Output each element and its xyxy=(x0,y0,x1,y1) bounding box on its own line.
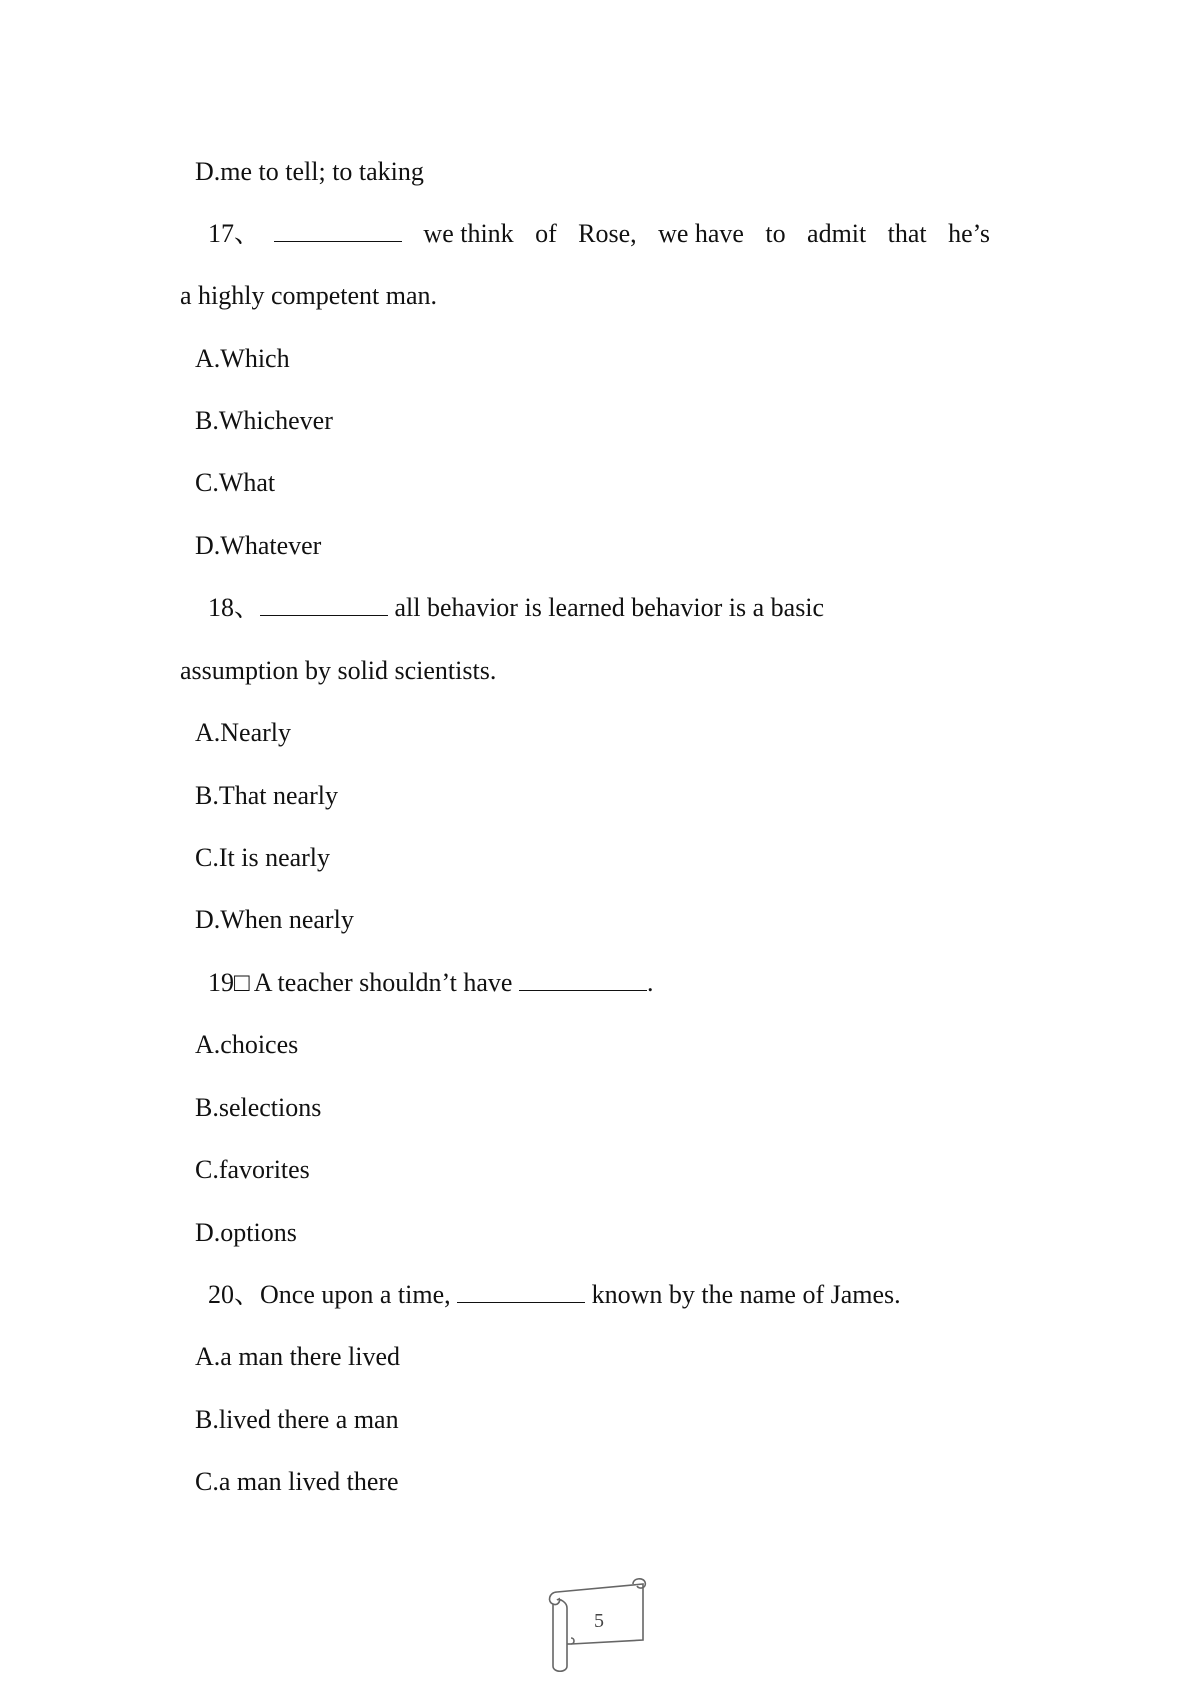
q18-option-a: A.Nearly xyxy=(195,718,292,747)
q17-continuation: a highly competent man. xyxy=(180,281,438,310)
q19-option-c: C.favorites xyxy=(195,1155,310,1184)
q20-option-b: B.lived there a man xyxy=(195,1405,399,1434)
q18-option-c: C.It is nearly xyxy=(195,843,331,872)
q18-option-b: B.That nearly xyxy=(195,781,338,810)
q19-stem xyxy=(208,968,653,998)
q17-option-d: D.Whatever xyxy=(195,531,322,560)
q20-option-c: C.a man lived there xyxy=(195,1467,399,1496)
q20-blank xyxy=(457,1280,585,1303)
q17-word-5: to xyxy=(765,219,786,248)
q20-option-a: A.a man there lived xyxy=(195,1342,401,1371)
q18-text: all behavior is learned behavior is a basic xyxy=(394,593,825,622)
q17-word-4: we have xyxy=(658,219,744,248)
q18-stem xyxy=(208,593,824,623)
q17-option-a: A.Which xyxy=(195,344,290,373)
q17-number: 17、 xyxy=(208,219,261,248)
q18-number: 18、 xyxy=(208,593,261,622)
page-number: 5 xyxy=(594,1610,604,1632)
q19-number: 19 xyxy=(208,968,234,997)
q18-option-d: D.When nearly xyxy=(195,905,354,934)
q17-word-1: we think xyxy=(423,219,514,248)
q17-option-b: B.Whichever xyxy=(195,406,333,435)
q17-word-6: admit xyxy=(807,219,867,248)
q17-word-2: of xyxy=(535,219,557,248)
q20-number: 20、 xyxy=(208,1280,261,1309)
q20-text-before: Once upon a time, xyxy=(260,1280,451,1309)
q19-option-a: A.choices xyxy=(195,1030,299,1059)
q17-word-8: he’s xyxy=(948,219,990,248)
q17-word-7: that xyxy=(887,219,927,248)
q18-blank xyxy=(260,593,388,616)
q17-stem xyxy=(208,219,990,249)
q17-option-c: C.What xyxy=(195,468,276,497)
q17-blank xyxy=(274,219,402,242)
q17-number-group xyxy=(208,219,402,249)
q19-blank xyxy=(519,968,647,991)
q19-separator: □ xyxy=(234,968,250,997)
q19-text: A teacher shouldn’t have xyxy=(253,968,513,997)
q19-option-b: B.selections xyxy=(195,1093,322,1122)
q19-period: . xyxy=(646,968,654,997)
page-footer xyxy=(545,1578,653,1674)
q17-word-3: Rose, xyxy=(578,219,637,248)
q19-option-d: D.options xyxy=(195,1218,297,1247)
q20-text-after: known by the name of James. xyxy=(591,1280,901,1309)
q18-continuation: assumption by solid scientists. xyxy=(180,656,497,685)
q16-option-d: D.me to tell; to taking xyxy=(195,157,424,186)
q20-stem xyxy=(208,1280,901,1310)
